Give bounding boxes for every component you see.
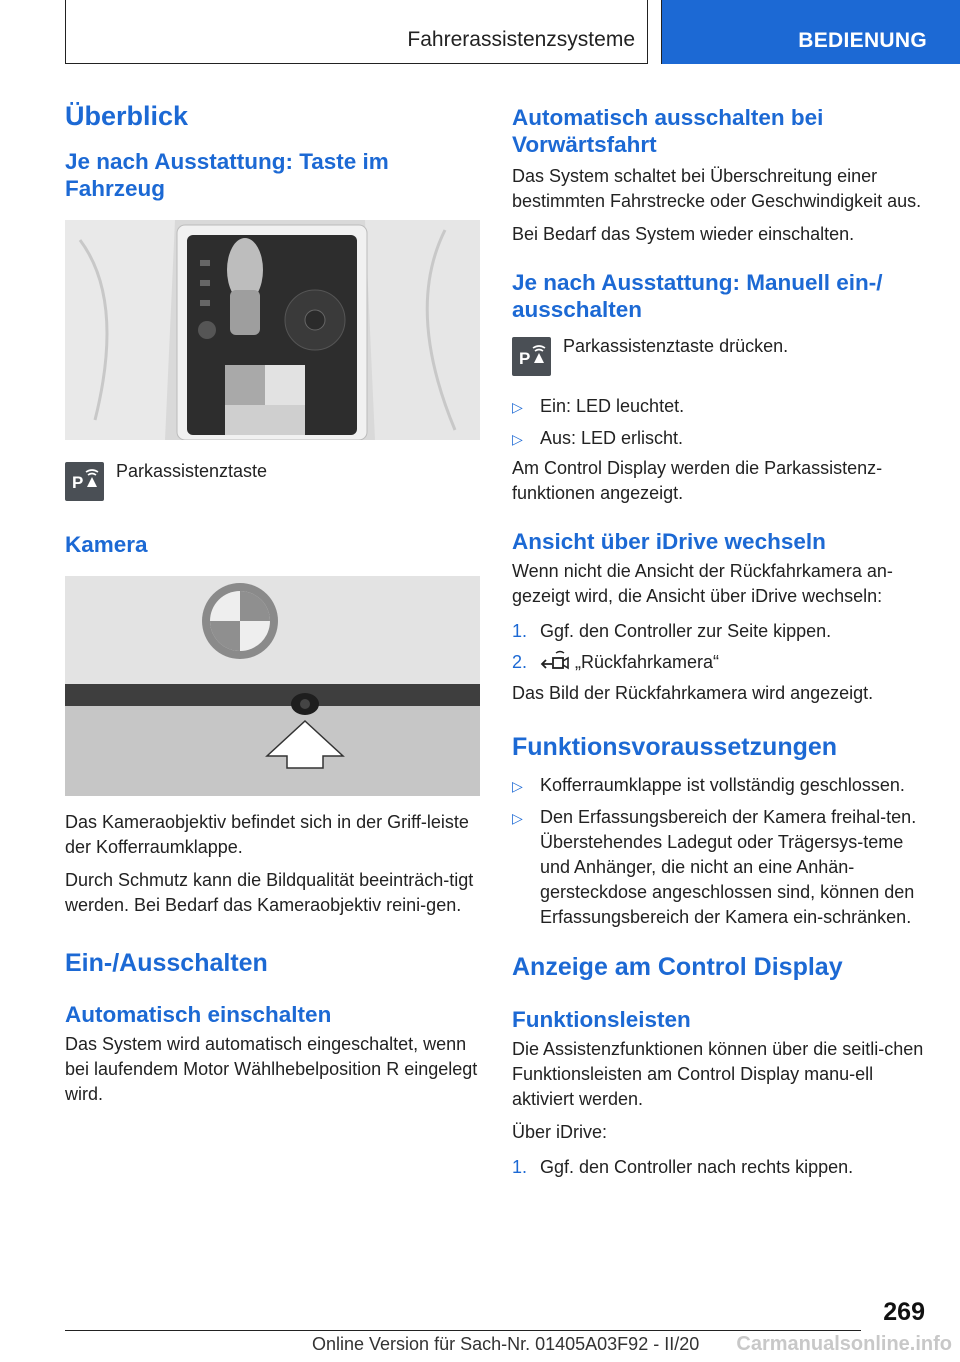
requirements-list: [512, 773, 932, 930]
heading-auto-on: Automatisch einschalten: [65, 1002, 332, 1027]
heading-button-in-vehicle: Je nach Ausstattung: Taste im Fahrzeug: [65, 148, 389, 201]
triangle-bullet-icon: ▷: [512, 778, 523, 795]
list-item: ▷ Den Erfassungsbereich der Kamera freihal-ten. Überstehendes Ladegut oder Trägersys-teme und Anhänger, die nicht an eine Anhän-gersteckdose angeschlossen sind, können den Erfassungsbereich der Kamera ein-schränken.: [512, 805, 932, 930]
park-assist-button-caption: [65, 462, 480, 501]
right-column: [512, 104, 932, 1180]
triangle-bullet-icon: ▷: [512, 431, 523, 447]
heading-on-off: Ein-/Ausschalten: [65, 948, 268, 977]
manual-after-text: Am Control Display werden die Parkassistenz-funktionen angezeigt.: [512, 458, 883, 503]
list-item: 1. Ggf. den Controller zur Seite kippen.: [512, 621, 832, 641]
rear-camera-menu-label: „Rückfahrkamera“: [575, 652, 720, 672]
rear-camera-icon: [540, 650, 570, 672]
auto-on-text: Das System wird automatisch eingeschaltet, wenn bei laufendem Motor Wählhebelposition R eingelegt wird.: [65, 1034, 478, 1104]
triangle-bullet-icon: ▷: [512, 810, 523, 827]
view-steps-list: [512, 619, 932, 675]
svg-text:P: P: [71, 473, 83, 493]
heading-camera: Kamera: [65, 531, 148, 557]
function-bars-steps: [512, 1155, 932, 1180]
heading-auto-off: Automatisch ausschalten bei Vorwärtsfahrt: [512, 105, 824, 157]
left-column: [65, 100, 480, 1107]
view-intro-text: Wenn nicht die Ansicht der Rückfahrkamera an-gezeigt wird, die Ansicht über iDrive wechseln:: [512, 561, 893, 606]
auto-off-text-1: Das System schaltet bei Überschreitung einer bestimmten Fahrstrecke oder Geschwindigkeit aus.: [512, 166, 922, 211]
header-chapter-tab: [661, 0, 960, 64]
heading-function-bars: Funktionsleisten: [512, 1006, 691, 1032]
idrive-label: Über iDrive:: [512, 1121, 608, 1142]
park-assist-icon: [65, 462, 104, 501]
auto-off-text-2: Bei Bedarf das System wieder einschalten.: [512, 224, 855, 244]
list-item: ▷ Kofferraumklappe ist vollständig geschlossen.: [512, 773, 932, 799]
heading-control-display: Anzeige am Control Display: [512, 953, 843, 982]
header-section-tab: [65, 0, 648, 64]
manual-button-label: Parkassistenztaste drücken.: [563, 336, 789, 356]
heading-view-idrive: Ansicht über iDrive wechseln: [512, 529, 826, 554]
list-item: ▷ Ein: LED leuchtet.: [512, 394, 932, 420]
header-chapter-title: BEDIENUNG: [798, 29, 927, 52]
park-assist-button-label: Parkassistenztaste: [116, 460, 268, 481]
manual-led-list: [512, 394, 932, 452]
list-item: 1. Ggf. den Controller nach rechts kippen.: [512, 1156, 854, 1177]
header-section-title: Fahrerassistenzsysteme: [407, 28, 635, 51]
camera-cleaning-text: Durch Schmutz kann die Bildqualität beeinträch-tigt werden. Bei Bedarf das Kameraobjektiv reini-gen.: [65, 869, 474, 915]
park-assist-icon: [512, 337, 551, 376]
footer-online-version: Online Version für Sach-Nr. 01405A03F92 - II/20: [312, 1334, 700, 1354]
center-console-image: [65, 220, 480, 440]
heading-overview: Überblick: [65, 101, 189, 131]
manual-button-instruction: [512, 337, 932, 376]
list-item: 2. „Rückfahrkamera“: [512, 652, 720, 672]
heading-manual-on-off: Je nach Ausstattung: Manuell ein-/ ausschalten: [512, 270, 883, 322]
camera-location-text: Das Kameraobjektiv befindet sich in der Griff-leiste der Kofferraumklappe.: [65, 811, 469, 857]
photo-center-console: [65, 220, 480, 440]
heading-requirements: Funktionsvoraussetzungen: [512, 733, 838, 761]
svg-text:P: P: [518, 348, 530, 368]
view-after-text: Das Bild der Rückfahrkamera wird angezeigt.: [512, 683, 874, 703]
list-item: ▷ Aus: LED erlischt.: [512, 426, 932, 452]
page-number: 269: [883, 1298, 925, 1326]
watermark: Carmanualsonline.info: [736, 1333, 952, 1355]
footer-divider: [65, 1330, 861, 1331]
rear-camera-image: [65, 576, 480, 796]
triangle-bullet-icon: ▷: [512, 399, 523, 415]
photo-camera: [65, 576, 480, 796]
function-bars-text: Die Assistenzfunktionen können über die seitli-chen Funktionsleisten am Control Display manu-ell aktiviert werden.: [512, 1038, 924, 1109]
